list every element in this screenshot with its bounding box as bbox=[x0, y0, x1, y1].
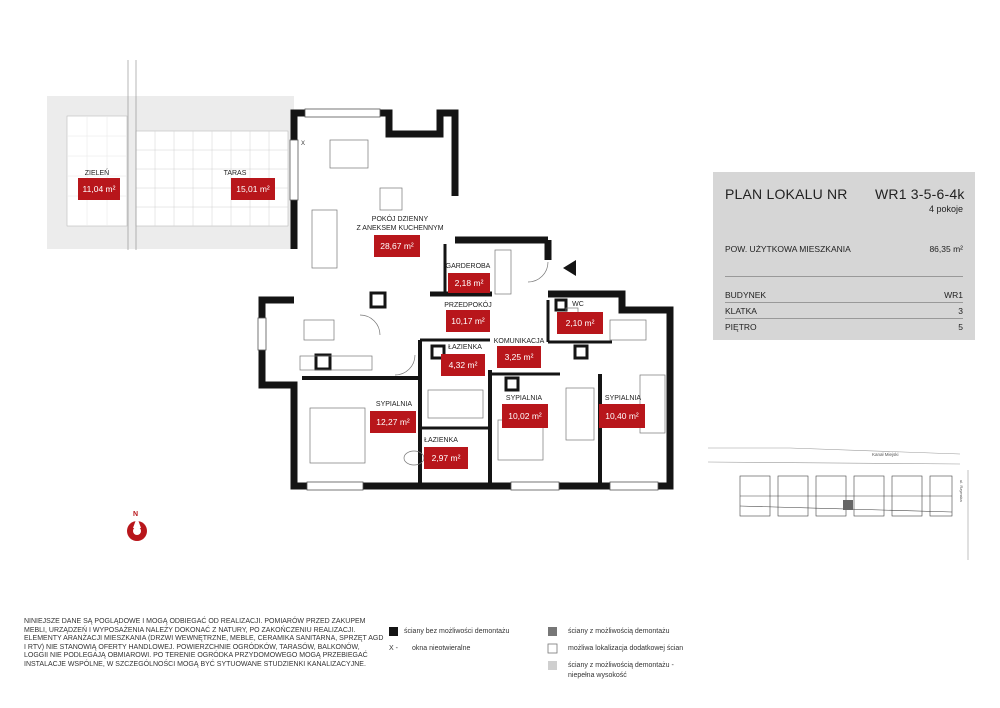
legend-non-opening: okna nieotwieralne bbox=[412, 645, 471, 652]
compass-icon bbox=[127, 511, 147, 541]
site-map bbox=[708, 448, 968, 560]
room-name: ŁAZIENKA bbox=[448, 344, 482, 351]
area-value: 10,40 m² bbox=[605, 411, 639, 421]
area-value: 10,17 m² bbox=[451, 316, 485, 326]
legend-partial-walls: ściany z możliwością demontażu - bbox=[568, 662, 674, 669]
legend-extra-walls: możliwa lokalizacja dodatkowej ścian bbox=[568, 645, 684, 652]
rooms-count: 4 pokoje bbox=[928, 204, 963, 214]
building-row bbox=[725, 290, 963, 300]
area-value: 3,25 m² bbox=[504, 352, 534, 362]
area-value: 12,27 m² bbox=[376, 417, 410, 427]
legend-removable-walls: ściany z możliwością demontażu bbox=[568, 628, 670, 635]
plan-title-label: PLAN LOKALU NR bbox=[725, 186, 848, 202]
area-value: 2,18 m² bbox=[454, 278, 484, 288]
room-name: TARAS bbox=[223, 170, 247, 177]
area-value: 28,67 m² bbox=[380, 241, 414, 251]
room-name: ŁAZIENKA bbox=[424, 437, 458, 444]
stair-row bbox=[725, 306, 963, 316]
area-value: 2,97 m² bbox=[431, 453, 461, 463]
area-value: 2,10 m² bbox=[565, 318, 595, 328]
disclaimer-text: NINIEJSZE DANE SĄ POGLĄDOWE I MOGĄ ODBIEGAĆ OD REALIZACJI. POMIARÓW PRZED ZAKUPEM MEBLI, URZĄDZEŃ I WYPOSAŻENIA NALEŻY DOKONAĆ Z NATURY, PO ZAKOŃCZENIU REALIZACJI. ELEMENTY ARANŻACJI MIESZKANIA (DRZWI WEWNĘTRZNE, MEBLE, CERAMIKA SANITARNA, SPRZĘT AGD I RTV) NIE STANOWIĄ OFERTY HANDLOWEJ. POWIERZCHNIE OGRÓDKÓW, TARASÓW, BALKONÓW, LOGGII NIE PODLEGAJĄ OBMIAROWI. PO TERENIE OGRÓDKA PRZYDOMOWEGO MOGĄ PRZEBIEGAĆ INSTALACJE WSPÓLNE, W SZCZEGÓLNOŚCI MOGĄ BYĆ SYTUOWANE STUDZIENKI KANALIZACYJNE. bbox=[24, 618, 384, 668]
street-name: Kanał Miejski bbox=[872, 452, 899, 457]
apartment-info-panel bbox=[713, 172, 975, 340]
entrance-arrow-icon bbox=[563, 260, 576, 276]
non-opening-window-mark: X bbox=[301, 141, 306, 147]
divider bbox=[725, 276, 963, 277]
north-label: N bbox=[133, 511, 139, 518]
room-name: PRZEDPOKÓJ bbox=[444, 302, 492, 309]
room-name: WC bbox=[572, 301, 584, 308]
apartment-code: WR1 3-5-6-4k bbox=[875, 186, 965, 202]
room-name: KOMUNIKACJA bbox=[493, 338, 545, 345]
room-name: GARDEROBA bbox=[445, 263, 491, 270]
room-name: SYPIALNIA bbox=[375, 401, 413, 408]
divider bbox=[725, 302, 963, 303]
room-name: SYPIALNIA bbox=[604, 395, 642, 402]
divider bbox=[725, 318, 963, 319]
usable-area-value: 86,35 m² bbox=[929, 244, 963, 254]
stair-value: 3 bbox=[958, 306, 963, 316]
stair-label: KLATKA bbox=[725, 306, 757, 316]
area-value: 11,04 m² bbox=[82, 184, 116, 194]
terrace-area bbox=[47, 60, 294, 250]
building-value: WR1 bbox=[944, 290, 963, 300]
outer-walls bbox=[262, 113, 670, 486]
floor-label: PIĘTRO bbox=[725, 322, 757, 332]
usable-area-row bbox=[725, 244, 963, 254]
room-name: POKÓJ DZIENNY bbox=[371, 216, 429, 223]
usable-area-label: POW. UŻYTKOWA MIESZKANIA bbox=[725, 244, 851, 254]
floor-row bbox=[725, 322, 963, 332]
area-value: 4,32 m² bbox=[448, 360, 478, 370]
legend-non-opening-mark: X - bbox=[389, 645, 398, 652]
area-value: 10,02 m² bbox=[508, 411, 542, 421]
room-name: ZIELEŃ bbox=[84, 170, 110, 177]
building-label: BUDYNEK bbox=[725, 290, 767, 300]
room-name-line2: Z ANEKSEM KUCHENNYM bbox=[356, 225, 444, 232]
legend-partial-walls-height: niepełna wysokość bbox=[568, 672, 627, 679]
plan-title bbox=[725, 186, 965, 202]
side-street-name: ul. Rzymska bbox=[959, 480, 964, 502]
legend-fixed-walls: ściany bez możliwości demontażu bbox=[404, 628, 510, 635]
room-name: SYPIALNIA bbox=[505, 395, 543, 402]
floor-value: 5 bbox=[958, 322, 963, 332]
area-value: 15,01 m² bbox=[236, 184, 270, 194]
